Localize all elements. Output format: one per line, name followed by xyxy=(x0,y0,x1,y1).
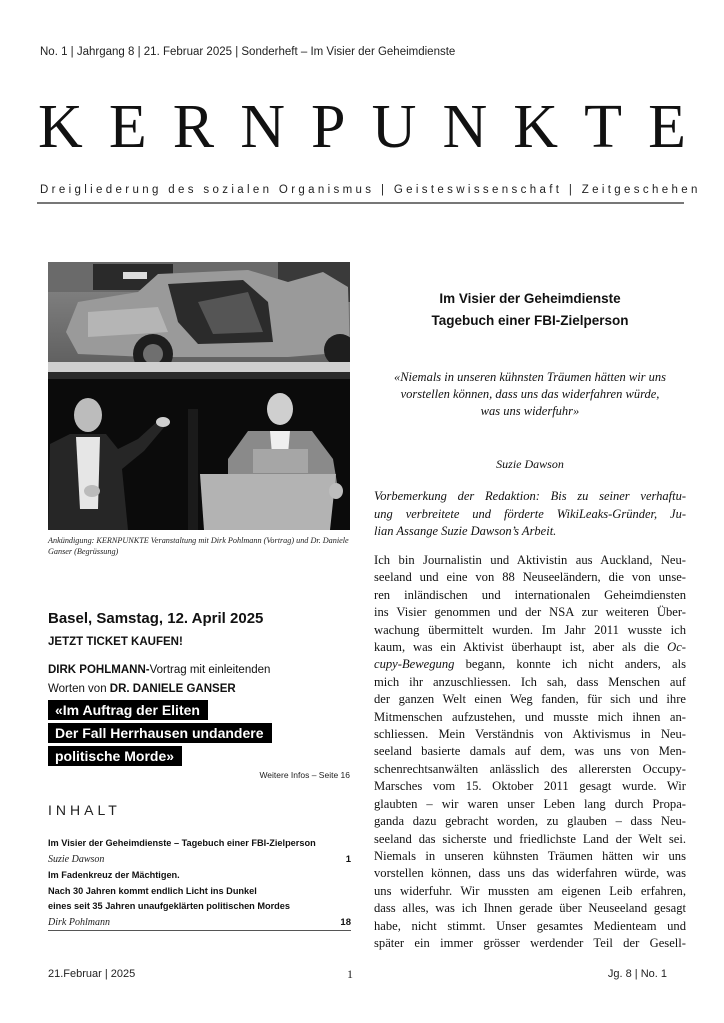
masthead-letter: U xyxy=(371,93,417,161)
footer-page-number: 1 xyxy=(347,967,353,981)
body-text: begann, konnte ich nicht anders, als xyxy=(454,657,686,672)
toc-entry-title: Nach 30 Jahren kommt endlich Licht ins Dunkel xyxy=(48,885,257,896)
body-italic: Oc- xyxy=(667,640,686,655)
footer-date: 21.Februar | 2025 xyxy=(48,968,136,980)
toc-entry-author: Dirk Pohlmann xyxy=(48,916,110,928)
body-line: wachung übermittelt wurden. Im Jahr 2011 wusste ich xyxy=(374,622,686,637)
body-line: ren inländischen und internationalen Geheimdiensten xyxy=(374,587,686,602)
masthead-letter: K xyxy=(38,93,83,161)
body-line: mich ihr anzuschliessen. Ich sah, dass Menschen auf xyxy=(374,674,686,689)
body-line xyxy=(374,639,686,656)
issue-line: No. 1 | Jahrgang 8 | 21. Februar 2025 | Sonderheft – Im Visier der Geheimdienste xyxy=(40,46,456,58)
toc-divider xyxy=(48,930,351,931)
body-line: später ein immer grösser werdender Teil der Gesell- xyxy=(374,935,686,950)
body-line: seeland und eine von 88 Neuseeländern, die von unse- xyxy=(374,570,686,585)
photo-caption: Ankündigung: KERNPUNKTE Veranstaltung mit Dirk Pohlmann (Vortrag) und Dr. Daniele Ganser (Begrüssung) xyxy=(48,536,349,556)
stage-speakers-photo xyxy=(48,379,350,530)
body-line: schliessen. Mein Verständnis von Aktivismus in Neu- xyxy=(374,727,686,742)
event-desc-text: Worten von xyxy=(48,683,110,695)
body-line: der ganzen Welt einen Weg fanden, für sich und ihre xyxy=(374,692,686,707)
masthead-letter: R xyxy=(172,93,215,161)
body-line: vorstellen können, dass uns das widerfahren würde, was xyxy=(374,866,686,881)
toc-title: INHALT xyxy=(48,802,121,818)
note-line: lian Assange Suzie Dawson’s Arbeit. xyxy=(374,524,557,538)
footer-issue: Jg. 8 | No. 1 xyxy=(607,968,667,980)
host-name: DR. DANIELE GANSER xyxy=(109,683,236,695)
body-line: dass alles, was ich Ihnen gerade über Neuseeland gesagt xyxy=(374,901,686,916)
article-body xyxy=(374,552,686,952)
masthead-letter: N xyxy=(240,93,285,161)
toc-entry[interactable] xyxy=(48,868,351,930)
toc-entry-page: 1 xyxy=(345,853,351,865)
body-line: Ich bin Journalistin und Aktivistin aus Auckland, Neu- xyxy=(374,553,686,567)
masthead-letter: T xyxy=(584,93,622,161)
body-line: ins Visier genommen und der NSA zur weiteren Über- xyxy=(374,605,686,620)
body-line: seeland basierte damals auf dem, was uns von Men- xyxy=(374,744,686,759)
body-line: habe, nicht stimmt. Unser gesamtes Medienteam und xyxy=(374,918,686,933)
toc-entry-page: 18 xyxy=(340,916,351,928)
body-line: Mitmenschen aufzustehen, und musste mich ihnen an- xyxy=(374,709,686,724)
body-line xyxy=(374,656,686,673)
body-text: kaum, was ein Aktivist überhaupt ist, aber als die xyxy=(374,640,668,655)
event-date: Basel, Samstag, 12. April 2025 xyxy=(48,610,264,627)
header-divider xyxy=(37,202,684,204)
toc-entry-title: Im Fadenkreuz der Mächtigen. xyxy=(48,870,180,880)
toc-entry-title: Im Visier der Geheimdienste – Tagebuch einer FBI-Zielperson xyxy=(48,838,316,848)
masthead-letter: E xyxy=(648,93,686,161)
more-info-link[interactable]: Weitere Infos – Seite 16 xyxy=(259,770,350,780)
article-title-line: Tagebuch einer FBI-Zielperson xyxy=(431,313,629,328)
quote-line: vorstellen können, dass uns das widerfahren würde, xyxy=(400,387,660,401)
event-headline-line: politische Morde» xyxy=(48,746,182,766)
masthead-logo xyxy=(38,92,686,162)
car-wreck-photo xyxy=(48,262,350,379)
article-author: Suzie Dawson xyxy=(496,457,564,471)
note-line: Vorbemerkung der Redaktion: Bis zu seiner verhaftu- xyxy=(374,489,686,503)
article-title xyxy=(374,288,686,332)
buy-ticket-link[interactable]: JETZT TICKET KAUFEN! xyxy=(48,636,183,648)
quote-line: «Niemals in unseren kühnsten Träumen hätten wir uns xyxy=(393,370,667,384)
event-description xyxy=(48,661,350,699)
event-desc-text: Vortrag mit einleitenden xyxy=(149,664,271,676)
speaker-name: DIRK POHLMANN- xyxy=(48,664,150,676)
article-pull-quote xyxy=(374,369,686,420)
event-photo xyxy=(48,262,350,530)
body-line: Niemals in unseren kühnsten Träumen hätten wir uns xyxy=(374,848,686,863)
masthead-letter: E xyxy=(108,93,147,161)
event-headline-line: Der Fall Herrhausen undandere xyxy=(48,723,272,743)
body-line: glaubten – wir waren unser Leben lang durch Propa- xyxy=(374,796,686,811)
toc-entry-title: eines seit 35 Jahren unaufgeklärten politischen Mordes xyxy=(48,901,291,911)
toc-entry[interactable] xyxy=(48,836,351,867)
body-line: Marsches vom 15. Oktober 2011 gesagt wurde. Wir xyxy=(374,779,686,794)
masthead-letter: K xyxy=(513,93,559,161)
note-line: ung verbreitete und förderte WikiLeaks-Gründer, Ju- xyxy=(374,506,686,521)
editor-note xyxy=(374,488,686,541)
masthead-letter: N xyxy=(442,93,488,161)
masthead-letter: P xyxy=(311,93,346,161)
event-headline-line: «Im Auftrag der Eliten xyxy=(48,700,208,720)
body-line: ganda dazu gebracht worden, zu glauben – dass Neu- xyxy=(374,814,686,829)
body-italic: cupy-Bewegung xyxy=(374,657,455,672)
body-line: uns widerfuhr. Wir mussten am eigenen Leib erfahren, xyxy=(374,883,686,898)
body-line: seeland das sicherste und friedlichste Land der Welt sei. xyxy=(374,831,686,846)
quote-line: was uns widerfuhr» xyxy=(480,404,580,418)
body-line: schenrechtsanwälten anlässlich des allerersten Occupy- xyxy=(374,761,686,776)
article-title-line: Im Visier der Geheimdienste xyxy=(439,291,621,306)
tagline: Dreigliederung des sozialen Organismus | Geisteswissenschaft | Zeitgeschehen xyxy=(40,184,701,196)
toc-entry-author: Suzie Dawson xyxy=(48,853,105,865)
